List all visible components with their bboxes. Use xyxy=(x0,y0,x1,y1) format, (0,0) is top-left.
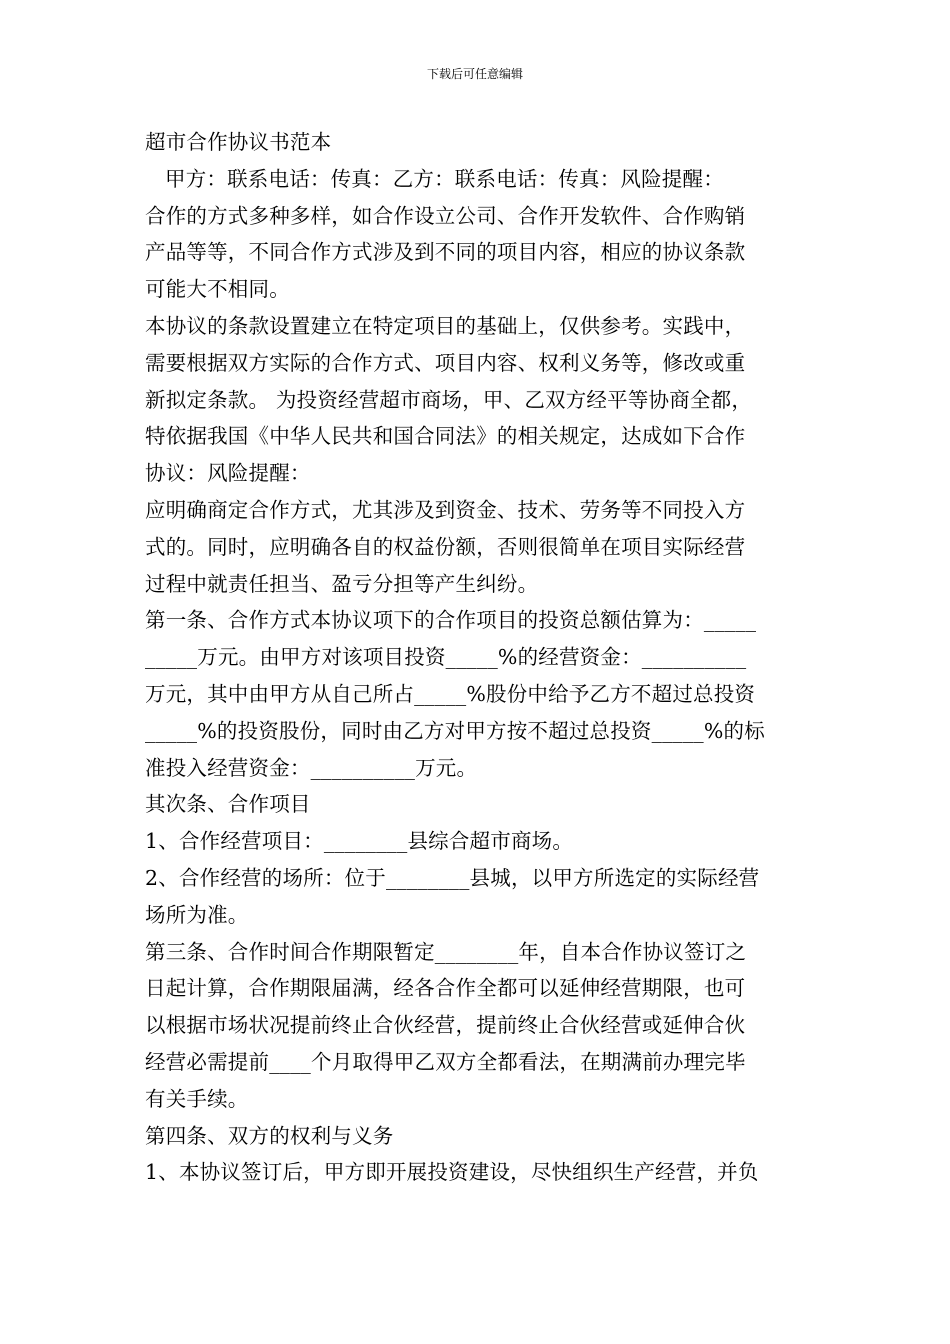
section-line: 第三条、合作时间合作期限暂定________年，自本合作协议签订之 xyxy=(145,939,747,964)
text-line: 合作的方式多种多样，如合作设立公司、合作开发软件、合作购销 xyxy=(145,203,746,228)
page-header: 下载后可任意编辑 xyxy=(426,67,523,81)
text-line: _____%的投资股份，同时由乙方对甲方按不超过总投资_____%的标 xyxy=(145,718,765,743)
text-line: 甲方：联系电话：传真：乙方：联系电话：传真：风险提醒： xyxy=(165,166,724,191)
document-body xyxy=(145,124,807,1191)
text-line: 特依据我国《中华人民共和国合同法》的相关规定，达成如下合作 xyxy=(145,424,746,449)
text-line: 应明确商定合作方式，尤其涉及到资金、技术、劳务等不同投入方 xyxy=(145,497,746,522)
list-item: 1、合作经营项目：________县综合超市商场。 xyxy=(145,829,574,854)
text-line: 本协议的条款设置建立在特定项目的基础上，仅供参考。实践中， xyxy=(145,313,746,338)
text-line: 需要根据双方实际的合作方式、项目内容、权利义务等，修改或重 xyxy=(145,350,746,375)
section-line: 第一条、合作方式本协议项下的合作项目的投资总额估算为：_____ xyxy=(145,608,757,633)
text-line: 有关手续。 xyxy=(145,1086,249,1111)
text-line: 经营必需提前____个月取得甲乙双方全都看法，在期满前办理完毕 xyxy=(145,1049,746,1074)
text-line: _____万元。由甲方对该项目投资_____%的经营资金：__________ xyxy=(145,645,747,670)
text-line: 可能大不相同。 xyxy=(145,277,290,302)
text-line: 新拟定条款。 为投资经营超市商场，甲、乙双方经平等协商全都， xyxy=(145,387,753,412)
text-line: 产品等等，不同合作方式涉及到不同的项目内容，相应的协议条款 xyxy=(145,240,746,265)
list-item: 1、本协议签订后，甲方即开展投资建设，尽快组织生产经营，并负 xyxy=(145,1160,759,1185)
list-item: 2、合作经营的场所：位于________县城，以甲方所选定的实际经营 xyxy=(145,865,760,890)
text-line: 日起计算，合作期限届满，经各合作全都可以延伸经营期限，也可 xyxy=(145,976,746,1001)
text-line: 万元，其中由甲方从自己所占_____%股份中给予乙方不超过总投资 xyxy=(145,681,756,706)
text-line: 以根据市场状况提前终止合伙经营，提前终止合伙经营或延伸合伙 xyxy=(145,1013,746,1038)
document-title: 超市合作协议书范本 xyxy=(145,130,332,154)
text-line: 场所为准。 xyxy=(145,902,249,927)
text-line: 协议：风险提醒： xyxy=(145,461,311,486)
section-line: 其次条、合作项目 xyxy=(145,792,311,817)
text-line: 过程中就责任担当、盈亏分担等产生纠纷。 xyxy=(145,571,539,596)
text-line: 准投入经营资金：__________万元。 xyxy=(145,755,478,780)
text-line: 式的。同时，应明确各自的权益份额，否则很简单在项目实际经营 xyxy=(145,534,746,559)
section-line: 第四条、双方的权利与义务 xyxy=(145,1123,394,1148)
